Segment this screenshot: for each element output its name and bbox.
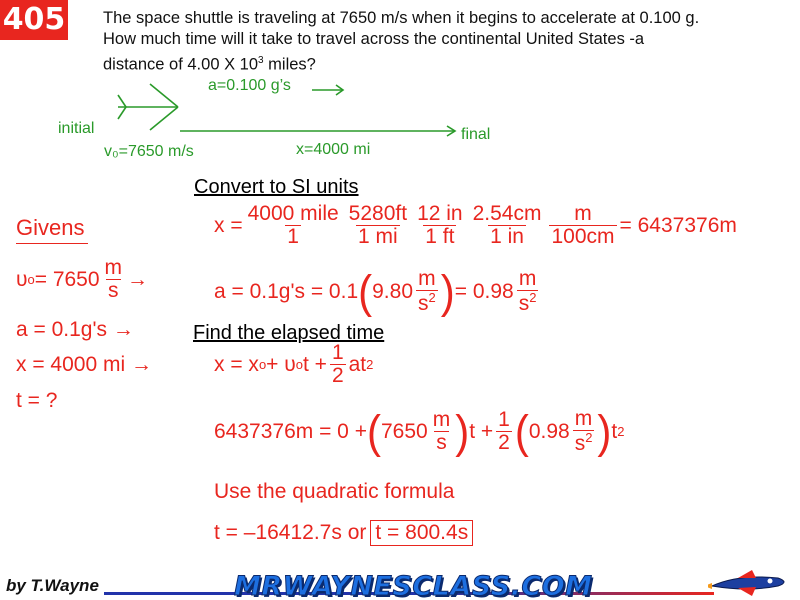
substituted-equation: 6437376m = 0 + ( 7650 $\frac{m}{s}$ ) t + $\frac{1}{2}$ ( 0.98 $\frac{m}{s^2}$ ) t 2	[214, 405, 625, 457]
problem-line-1: The space shuttle is traveling at 7650 m/s when it begins to accelerate at 0.100 g.	[103, 9, 700, 27]
rocket-icon	[708, 568, 792, 598]
v0-label: v₀=7650 m/s	[104, 143, 194, 160]
givens-title: Givens	[16, 215, 88, 244]
problem-line-3: distance of 4.00 X $10^3$ miles?	[103, 55, 316, 74]
shuttle-wing-top	[150, 84, 178, 107]
problem-line-2: How much time will it take to travel across the continental United States -a	[103, 30, 645, 48]
initial-label: initial	[58, 120, 95, 137]
given-velocity: υ o = 7650 $\frac{m}{s}$ →	[16, 256, 149, 303]
heading-convert: Convert to SI units	[194, 176, 359, 198]
given-time: t = ?	[16, 389, 58, 412]
x-label: x=4000 mi	[296, 141, 371, 158]
acceleration-conversion: a = 0.1g's = 0.1 ( 9.80 $\frac{m}{s^2}$ ) = 0.98 $\frac{m}{s^2}$	[214, 265, 537, 317]
conversion-equation: x = $\frac{\text{4000 mile}}{1}$ $\frac{5280ft}{1 mi}$ $\frac{12 in}{1 ft}$ $\frac{2.54cm}{1 in}$ $\frac{m}{100cm}$ = 6437376m	[214, 202, 737, 249]
final-answer-box: t = 800.4s	[370, 520, 473, 546]
final-label: final	[461, 126, 491, 143]
answer-line: t = –16412.7s or t = 800.4s	[214, 520, 473, 546]
author-credit: by T.Wayne	[6, 576, 99, 595]
accel-label: a=0.100 g’s	[208, 77, 291, 94]
problem-number-badge: 405	[0, 0, 68, 40]
given-distance: x = 4000 mi →	[16, 353, 152, 376]
heading-elapsed: Find the elapsed time	[193, 322, 385, 344]
given-acceleration: a = 0.1g's →	[16, 318, 134, 341]
shuttle-wing-bottom	[150, 107, 178, 130]
kinematic-equation: x = x o + υ o t + $\frac{1}{2}$ at 2	[214, 341, 374, 388]
site-logo[interactable]: MRWAYNESCLASS.COM	[234, 571, 593, 600]
quadratic-note: Use the quadratic formula	[214, 480, 455, 503]
